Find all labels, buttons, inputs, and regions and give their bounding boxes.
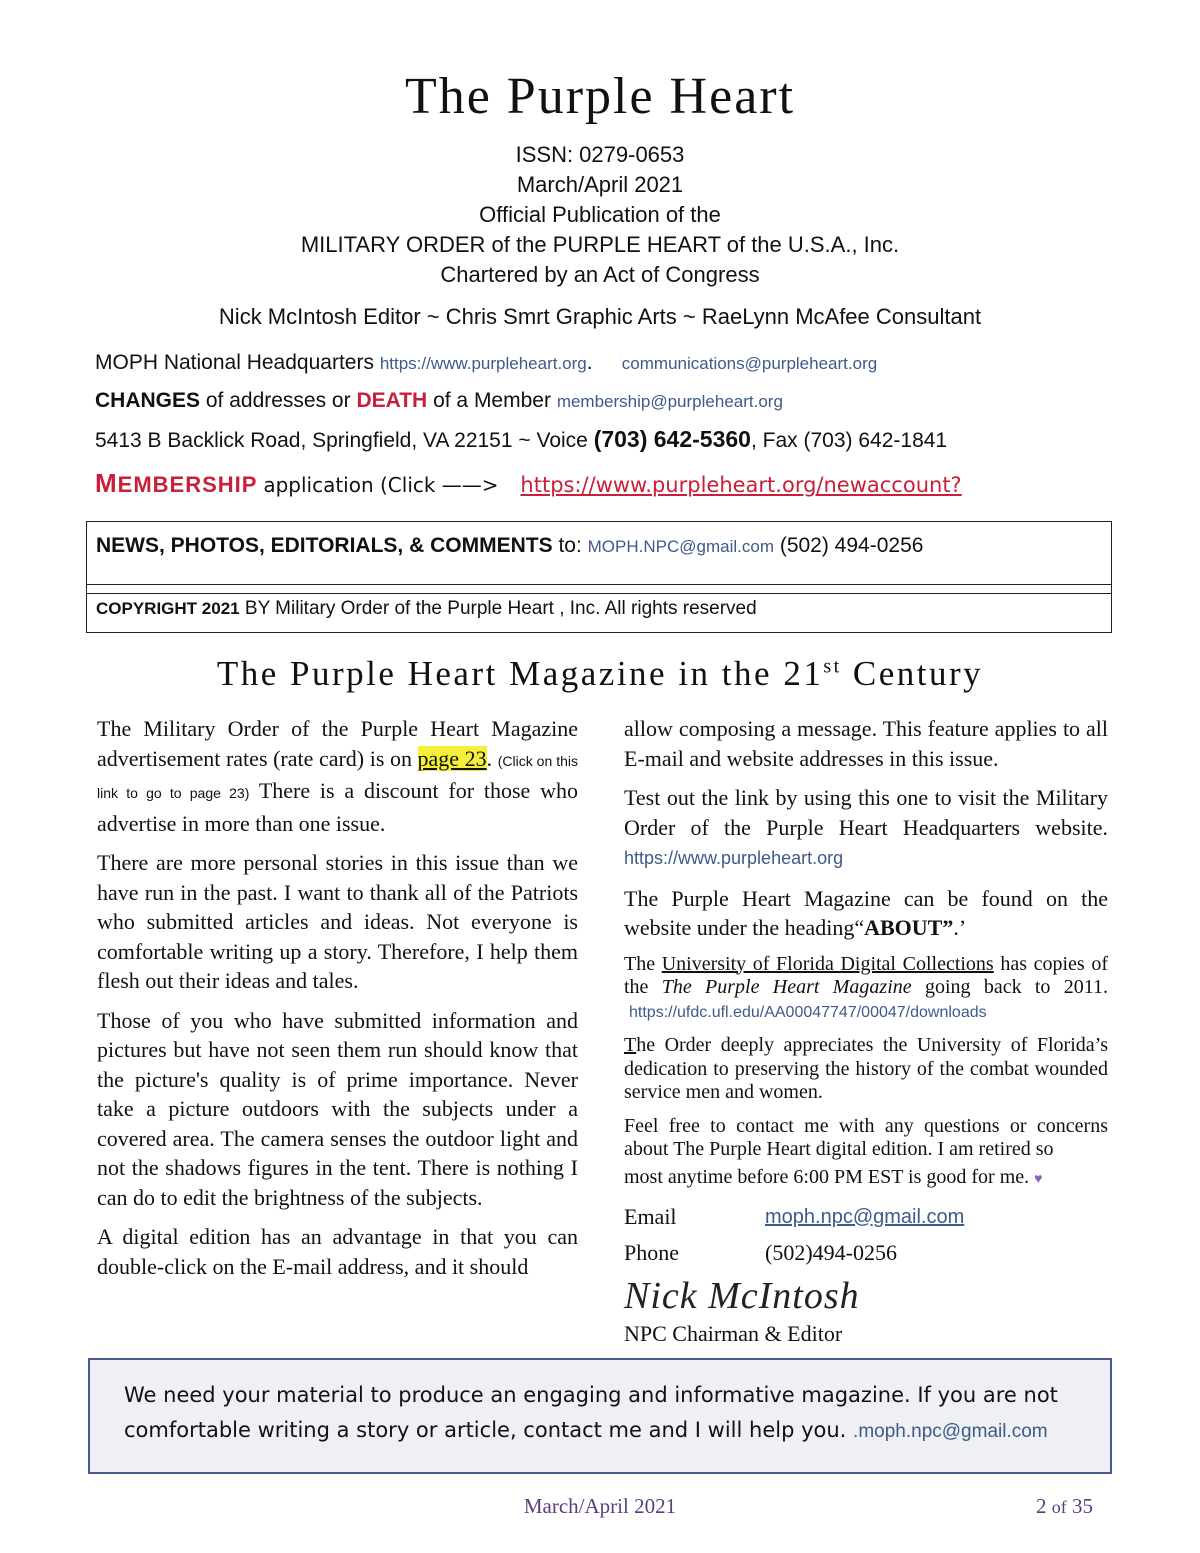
issn-line: ISSN: 0279-0653 xyxy=(515,142,685,167)
news-label: NEWS, PHOTOS, EDITORIALS, & COMMENTS xyxy=(96,534,553,557)
email-label: Email xyxy=(624,1203,677,1229)
copyright-label: COPYRIGHT 2021 xyxy=(96,599,240,618)
ufl-url-link[interactable]: https://ufdc.ufl.edu/AA00047747/00047/downloads xyxy=(629,1003,987,1021)
changes-label: CHANGES xyxy=(95,389,201,412)
contact-me-paragraph: Feel free to contact me with any questions or concerns about The Purple Heart digital edition. I am retired so most anytime before 6:00 PM EST is good for me. ♥ xyxy=(624,1114,1108,1188)
organization-line: MILITARY ORDER of the PURPLE HEART of the U.S.A., Inc. xyxy=(300,232,900,257)
stories-paragraph: There are more personal stories in this issue than we have run in the past. I want to thank all of the Patriots who submitted articles and ideas. Not everyone is comfortable writing up a story. Therefore, I help them flesh out their ideas and tales. xyxy=(97,850,578,993)
phone-label: Phone xyxy=(624,1239,679,1265)
membership-row xyxy=(95,464,1115,502)
changes-mid: of addresses or xyxy=(205,389,351,412)
phone-value: (502)494-0256 xyxy=(765,1239,897,1265)
email-row xyxy=(624,1199,1108,1235)
box-divider xyxy=(87,584,1111,585)
hq-label: MOPH National Headquarters xyxy=(95,351,374,374)
membership-url-link[interactable]: https://www.purpleheart.org/newaccount? xyxy=(520,473,962,497)
charter-line: Chartered by an Act of Congress xyxy=(440,262,760,287)
news-phone: (502) 494-0256 xyxy=(779,534,924,557)
hq-row xyxy=(95,344,1115,382)
editor-title: NPC Chairman & Editor xyxy=(624,1320,843,1346)
copyright-text: BY Military Order of the Purple Heart , Inc. All rights reserved xyxy=(244,598,757,619)
membership-text: application (Click ——> xyxy=(263,473,499,497)
voice-phone: (703) 642-5360 xyxy=(593,426,751,452)
official-publication-line: Official Publication of the xyxy=(479,202,721,227)
changes-end: of a Member xyxy=(433,389,551,412)
membership-label: MEMBERSHIP xyxy=(95,468,258,498)
purple-heart-icon: ♥ xyxy=(1034,1171,1043,1187)
about-paragraph: The Purple Heart Magazine can be found on the website under the heading“ABOUT”.’ xyxy=(624,885,1108,940)
ufl-paragraph: The University of Florida Digital Collections has copies of the The Purple Heart Magazine going back to 2011. https://ufdc.ufl.edu/AA00047747/00047/downloads xyxy=(624,952,1108,1021)
staff-line: Nick McIntosh Editor ~ Chris Smrt Graphic Arts ~ RaeLynn McAfee Consultant xyxy=(218,304,982,329)
death-label: DEATH xyxy=(356,389,428,412)
callout-box xyxy=(88,1358,1112,1474)
rate-card-paragraph: The Military Order of the Purple Heart Magazine advertisement rates (rate card) is on page 23. (Click on this link to go to page 23) There is a discount for those who advertise in more than one issue. xyxy=(97,716,579,836)
changes-row xyxy=(95,382,1115,420)
address-text: 5413 B Backlick Road, Springfield, VA 22151 ~ Voice xyxy=(95,429,588,452)
purpleheart-url-link[interactable]: https://www.purpleheart.org xyxy=(624,848,844,868)
news-email-link[interactable]: MOPH.NPC@gmail.com xyxy=(587,537,774,556)
news-to: to: xyxy=(558,534,582,557)
pictures-paragraph: Those of you who have submitted information and pictures but have not seen them run should know that the picture's quality is of prime importance. Never take a picture outdoors with the subjects under a covered area. The camera senses the outdoor light and not the shadows figures in the tent. There is nothing I can do to edit the brightness of the subjects. xyxy=(97,1007,578,1210)
membership-email-link[interactable]: membership@purpleheart.org xyxy=(556,392,783,411)
right-column xyxy=(624,714,1108,1349)
left-column xyxy=(97,714,578,1291)
section-heading: The Purple Heart Magazine in the 21st Century xyxy=(216,654,984,693)
ufl-collections-link[interactable]: University of Florida Digital Collections xyxy=(661,952,994,975)
info-box xyxy=(86,521,1112,633)
digital-edition-paragraph: A digital edition has an advantage in that you can double-click on the E-mail address, and it should xyxy=(97,1224,578,1279)
callout-line-1: We need your material to produce an engaging and informative magazine. If you are not xyxy=(124,1383,1058,1407)
address-row xyxy=(95,420,1115,458)
hq-dot: . xyxy=(586,351,593,374)
hq-email-link[interactable]: communications@purpleheart.org xyxy=(621,354,878,373)
news-submission-row xyxy=(96,534,923,558)
click-note: (Click on this link to go to page 23) xyxy=(97,752,578,801)
callout-email-link[interactable]: .moph.npc@gmail.com xyxy=(853,1421,1048,1442)
issue-date-line: March/April 2021 xyxy=(516,172,684,197)
footer-issue-date: March/April 2021 xyxy=(523,1494,677,1518)
appreciation-paragraph: The Order deeply appreciates the University of Florida’s dedication to preserving the history of the combat wounded service men and women. xyxy=(624,1034,1108,1103)
editor-email-link[interactable]: moph.npc@gmail.com xyxy=(765,1205,965,1228)
callout-line-2: comfortable writing a story or article, contact me and I will help you. .moph.npc@gmail.com xyxy=(124,1418,1048,1442)
fax-text: , Fax (703) 642-1841 xyxy=(750,429,948,452)
compose-paragraph: allow composing a message. This feature applies to all E-mail and website addresses in this issue. xyxy=(624,716,1108,771)
box-divider xyxy=(87,593,1111,594)
publication-meta xyxy=(0,140,1200,290)
masthead xyxy=(0,66,1200,332)
test-link-paragraph: Test out the link by using this one to visit the Military Order of the Purple Heart Headquarters website. https://www.purpleheart.org xyxy=(624,785,1108,868)
page-23-link[interactable]: page 23 xyxy=(417,745,487,771)
editor-signature: Nick McIntosh xyxy=(624,1274,860,1317)
phone-row xyxy=(624,1235,1108,1271)
magazine-title: The Purple Heart xyxy=(404,68,796,125)
hq-url-link[interactable]: https://www.purpleheart.org xyxy=(379,354,587,373)
contact-block xyxy=(95,344,1115,502)
footer-page-number: 2 of 35 xyxy=(1036,1494,1093,1518)
copyright-row xyxy=(96,598,757,620)
